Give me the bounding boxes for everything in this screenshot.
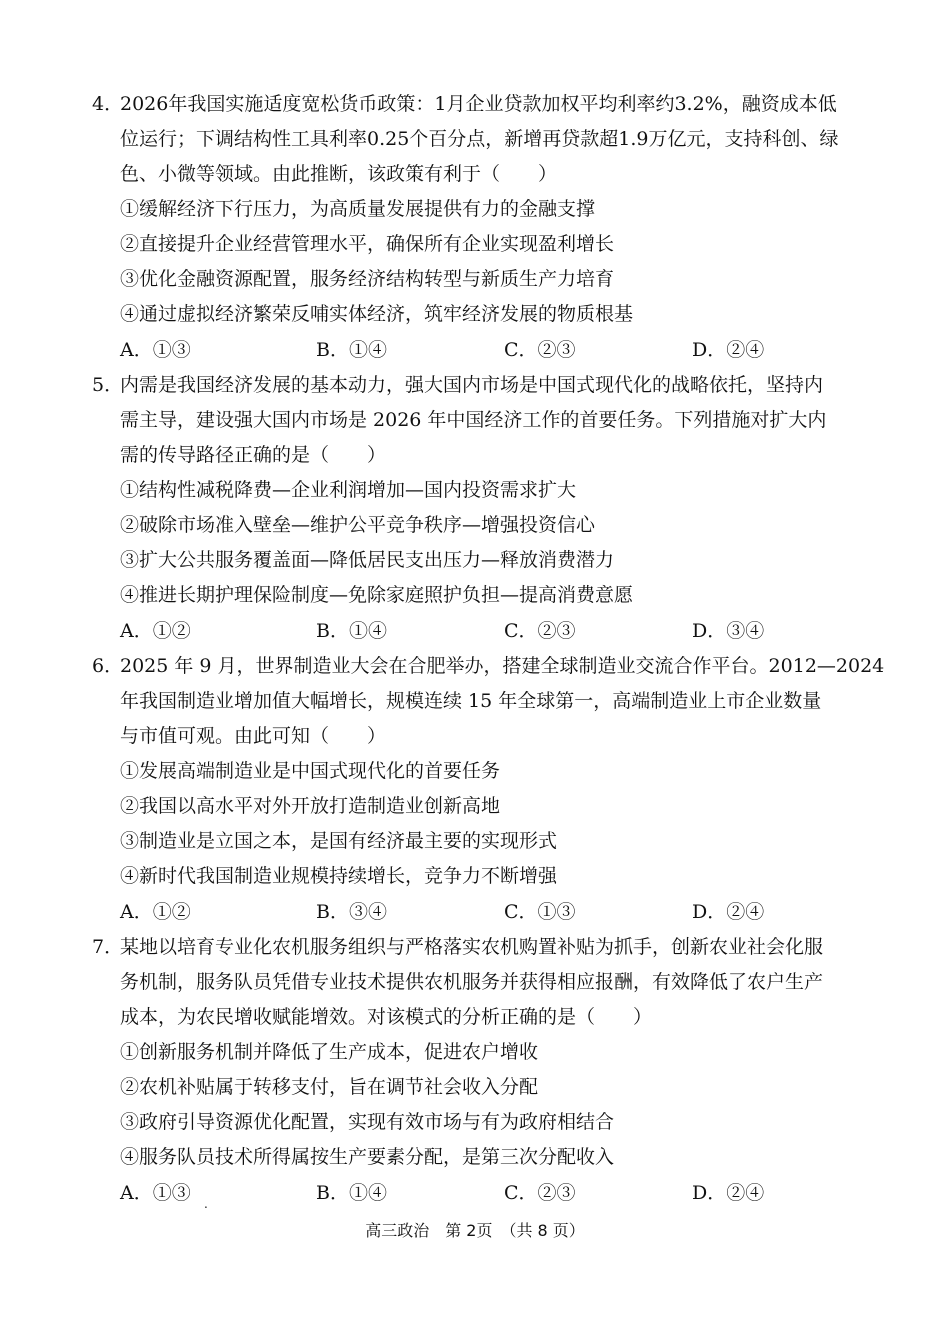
question-stem-line: 2026年我国实施适度宽松货币政策：1月企业贷款加权平均利率约3.2%，融资成本低: [120, 93, 837, 115]
answer-choice-d: D．②④: [692, 901, 765, 923]
statement-option: ③扩大公共服务覆盖面—降低居民支出压力—释放消费潜力: [120, 549, 615, 571]
statement-option: ①缓解经济下行压力，为高质量发展提供有力的金融支撑: [120, 198, 596, 220]
answer-choice-d: D．③④: [692, 620, 765, 642]
answer-choice-d: D．②④: [692, 1182, 765, 1204]
question-stem-line: 需主导，建设强大国内市场是 2026 年中国经济工作的首要任务。下列措施对扩大内: [120, 409, 827, 431]
question-stem-line: 年我国制造业增加值大幅增长，规模连续 15 年全球第一，高端制造业上市企业数量: [120, 690, 822, 712]
question-stem-line: 某地以培育专业化农机服务组织与严格落实农机购置补贴为抓手，创新农业社会化服: [120, 936, 824, 958]
statement-option: ③制造业是立国之本，是国有经济最主要的实现形式: [120, 830, 558, 852]
answer-choice-b: B．①④: [316, 1182, 387, 1204]
answer-choice-a: A．①③: [120, 1182, 191, 1204]
question-number: 4．: [92, 93, 124, 115]
statement-option: ③政府引导资源优化配置，实现有效市场与有为政府相结合: [120, 1111, 615, 1133]
statement-option: ②农机补贴属于转移支付，旨在调节社会收入分配: [120, 1076, 539, 1098]
statement-option: ④通过虚拟经济繁荣反哺实体经济，筑牢经济发展的物质根基: [120, 303, 634, 325]
statement-option: ②直接提升企业经营管理水平，确保所有企业实现盈利增长: [120, 233, 615, 255]
answer-choice-a: A．①②: [120, 901, 191, 923]
question-number: 6．: [92, 655, 124, 677]
page-footer: 高三政治 第 2页 （共 8 页）: [365, 1221, 585, 1240]
question-stem-line: 成本，为农民增收赋能增效。对该模式的分析正确的是（ ）: [120, 1006, 653, 1028]
question-stem-line: 务机制，服务队员凭借专业技术提供农机服务并获得相应报酬，有效降低了农户生产: [120, 971, 824, 993]
statement-option: ①创新服务机制并降低了生产成本，促进农户增收: [120, 1041, 539, 1063]
answer-choice-b: B．①④: [316, 620, 387, 642]
question-stem-line: 2025 年 9 月，世界制造业大会在合肥举办，搭建全球制造业交流合作平台。2012—2024: [120, 655, 885, 677]
question-number: 5．: [92, 374, 124, 396]
statement-option: ①结构性减税降费—企业利润增加—国内投资需求扩大: [120, 479, 577, 501]
answer-choice-c: C．②③: [504, 339, 576, 361]
answer-choice-a: A．①②: [120, 620, 191, 642]
answer-choice-b: B．①④: [316, 339, 387, 361]
answer-choice-a: A．①③: [120, 339, 191, 361]
answer-choice-c: C．②③: [504, 620, 576, 642]
answer-choice-d: D．②④: [692, 339, 765, 361]
statement-option: ④推进长期护理保险制度—免除家庭照护负担—提高消费意愿: [120, 584, 634, 606]
statement-option: ②我国以高水平对外开放打造制造业创新高地: [120, 795, 501, 817]
statement-option: ①发展高端制造业是中国式现代化的首要任务: [120, 760, 501, 782]
question-stem-line: 位运行；下调结构性工具利率0.25个百分点，新增再贷款超1.9万亿元，支持科创、绿: [120, 128, 839, 150]
answer-choice-b: B．③④: [316, 901, 387, 923]
answer-choice-c: C．②③: [504, 1182, 576, 1204]
question-stem-line: 内需是我国经济发展的基本动力，强大国内市场是中国式现代化的战略依托，坚持内: [120, 374, 824, 396]
answer-choice-c: C．①③: [504, 901, 576, 923]
question-stem-line: 与市值可观。由此可知（ ）: [120, 725, 387, 747]
question-stem-line: 需的传导路径正确的是（ ）: [120, 444, 387, 466]
question-stem-line: 色、小微等领域。由此推断，该政策有利于（ ）: [120, 163, 558, 185]
statement-option: ④新时代我国制造业规模持续增长，竞争力不断增强: [120, 865, 558, 887]
statement-option: ④服务队员技术所得属按生产要素分配，是第三次分配收入: [120, 1146, 615, 1168]
question-number: 7．: [92, 936, 124, 958]
statement-option: ②破除市场准入壁垒—维护公平竞争秩序—增强投资信心: [120, 514, 596, 536]
stray-mark: .: [204, 1197, 208, 1211]
statement-option: ③优化金融资源配置，服务经济结构转型与新质生产力培育: [120, 268, 615, 290]
